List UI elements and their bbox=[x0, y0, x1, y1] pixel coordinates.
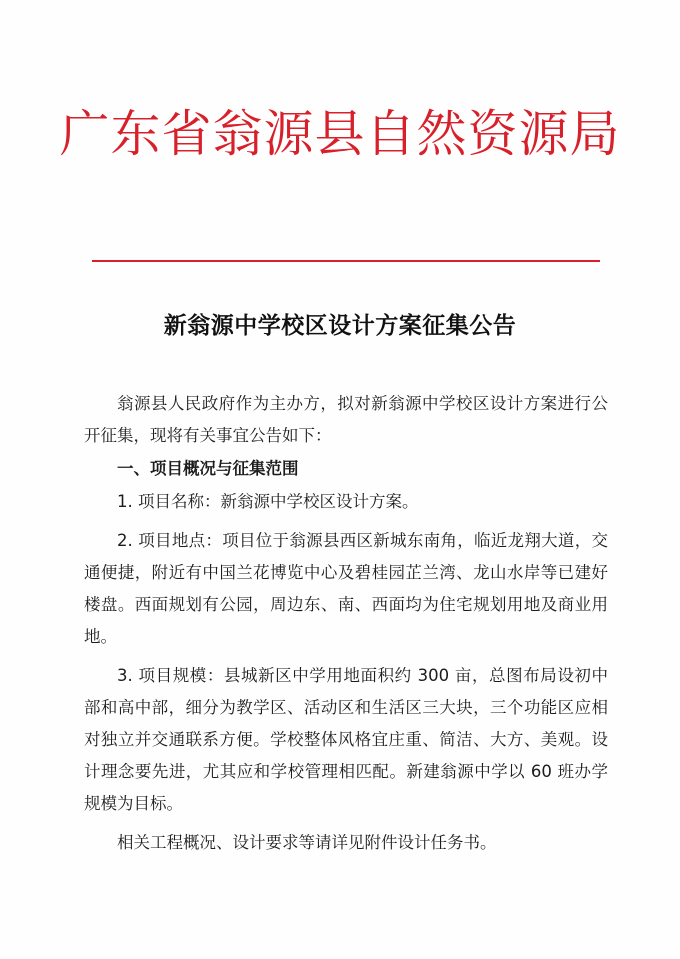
document-title: 新翁源中学校区设计方案征集公告 bbox=[163, 312, 517, 339]
item-project-scale: 3. 项目规模：县城新区中学用地面积约 300 亩，总图布局设初中部和高中部，细分为教学区、活动区和生活区三大块，三个功能区应相对独立并交通联系方便。学校整体风格宜庄重、简洁、大方、美观。设计理念要先进，尤其应和学校管理相匹配。新建翁源中学以 60 班办学规模为目标。 bbox=[84, 666, 608, 813]
document-body bbox=[84, 388, 608, 859]
intro-paragraph: 翁源县人民政府作为主办方，拟对新翁源中学校区设计方案进行公开征集，现将有关事宜公告如下： bbox=[84, 394, 608, 445]
agency-letterhead: 广东省翁源县自然资源局 bbox=[59, 105, 621, 163]
item-project-location: 2. 项目地点：项目位于翁源县西区新城东南角，临近龙翔大道，交通便捷，附近有中国兰花博览中心及碧桂园芷兰湾、龙山水岸等已建好楼盘。西面规划有公园，周边东、南、西面均为住宅规划用地及商业用地。 bbox=[84, 531, 608, 646]
item-project-name: 1. 项目名称：新翁源中学校区设计方案。 bbox=[117, 492, 419, 511]
section-heading-1: 一、项目概况与征集范围 bbox=[117, 459, 299, 478]
letterhead-divider bbox=[92, 260, 600, 262]
closing-paragraph: 相关工程概况、设计要求等请详见附件设计任务书。 bbox=[117, 833, 497, 852]
